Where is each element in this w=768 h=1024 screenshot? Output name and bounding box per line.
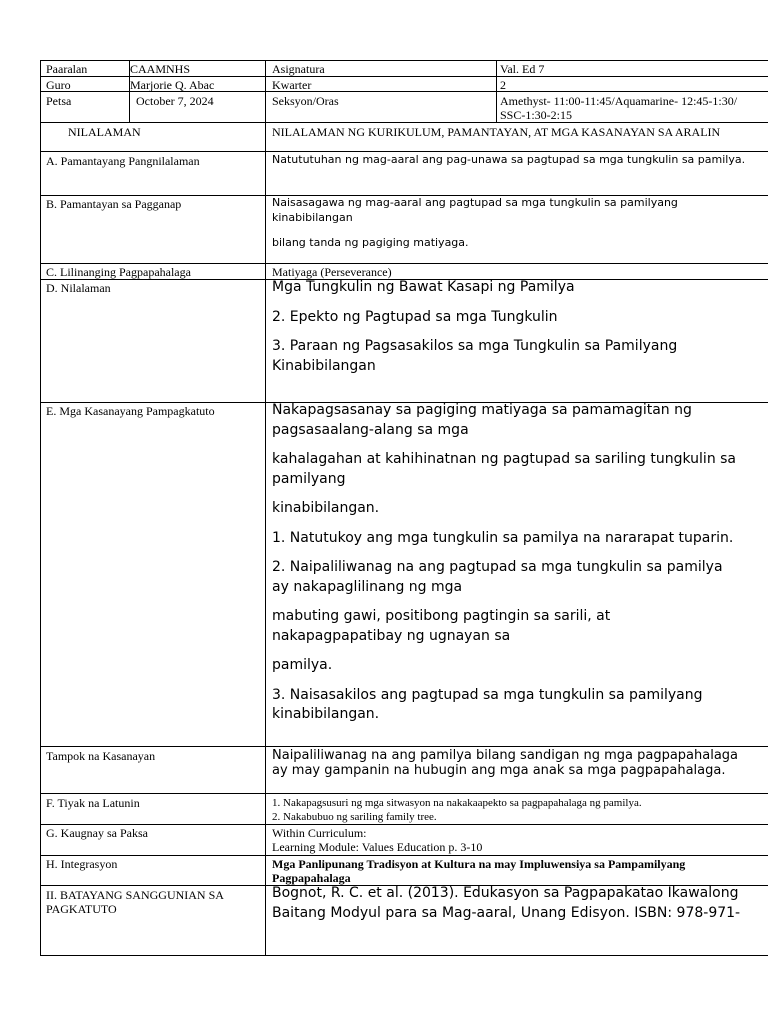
content-header-right: NILALAMAN NG KURIKULUM, PAMANTAYAN, AT MGA KASANAYAN SA ARALIN <box>272 125 721 139</box>
rule <box>40 793 768 794</box>
rule <box>40 122 768 123</box>
row-e-p2: kahalagahan at kahihinatnan ng pagtupad sa sariling tungkulin sa pamilyang <box>272 451 737 487</box>
row-a-label: A. Pamantayang Pangnilalaman <box>46 154 200 168</box>
subject-value: Val. Ed 7 <box>500 62 545 76</box>
section-value: Amethyst- 11:00-11:45/Aquamarine- 12:45-1:30/ SSC-1:30-2:15 <box>500 94 738 122</box>
row-f-content <box>272 796 762 824</box>
row-b-label: B. Pamantayan sa Pagganap <box>46 197 182 211</box>
row-e-p8: 3. Naisasakilos ang pagtupad sa mga tungkulin sa pamilyang kinabibilangan. <box>272 686 703 722</box>
rule <box>40 263 768 264</box>
rule <box>40 746 768 747</box>
quarter-value: 2 <box>500 78 506 92</box>
row-d-p2: 2. Epekto ng Pagtupad sa mga Tungkulin <box>272 308 558 325</box>
tampok-text: Naipaliliwanag na ang pamilya bilang sandigan ng mga pagpapahalaga ay may gampanin na hubugin ang mga anak sa mga pagpapahalaga. <box>272 748 739 778</box>
quarter-label: Kwarter <box>272 78 312 92</box>
rule <box>40 60 768 61</box>
row-h-label: H. Integrasyon <box>46 857 118 871</box>
school-label: Paaralan <box>46 62 88 76</box>
row-f-label: F. Tiyak na Latunin <box>46 796 140 810</box>
subject-label: Asignatura <box>272 62 325 76</box>
rule <box>40 76 768 77</box>
tampok-label: Tampok na Kasanayan <box>46 749 156 763</box>
row-d-content <box>272 278 742 376</box>
row-b-content <box>272 195 752 250</box>
rule <box>40 955 768 956</box>
teacher-label: Guro <box>46 78 71 92</box>
date-label: Petsa <box>46 94 72 108</box>
date-value: October 7, 2024 <box>136 94 214 108</box>
row-e-content <box>272 401 742 725</box>
row-e-p4: 1. Natutukoy ang mga tungkulin sa pamilya na nararapat tuparin. <box>272 529 734 546</box>
school-value: CAAMNHS <box>130 62 191 76</box>
rule <box>265 60 266 955</box>
row-ii-text: Bognot, R. C. et al. (2013). Edukasyon sa Pagpapakatao Ikawalong Baitang Modyul para sa Mag-aaral, Unang Edisyon. ISBN: 978-971- <box>272 885 741 921</box>
row-e-label: E. Mga Kasanayang Pampagkatuto <box>46 404 215 418</box>
row-f-p2: 2. Nakabubuo ng sariling family tree. <box>272 811 437 823</box>
row-f-p1: 1. Nakapagsusuri ng mga sitwasyon na nakakaapekto sa pagpapahalaga ng pamilya. <box>272 797 642 809</box>
teacher-value: Marjorie Q. Abac <box>130 78 215 92</box>
rule <box>40 60 41 955</box>
row-g-content <box>272 826 752 854</box>
row-e-p5: 2. Naipaliliwanag na ang pagtupad sa mga tungkulin sa pamilya ay nakapaglilinang ng mga <box>272 559 723 595</box>
row-e-p7: pamilya. <box>272 657 333 673</box>
row-d-p1: Mga Tungkulin ng Bawat Kasapi ng Pamilya <box>272 279 575 295</box>
row-c-label: C. Lilinanging Pagpapahalaga <box>46 265 191 279</box>
row-e-p1: Nakapagsasanay sa pagiging matiyaga sa pamamagitan ng pagsasaalang-alang sa mga <box>272 402 692 438</box>
row-b-p1: Naisasagawa ng mag-aaral ang pagtupad sa mga tungkulin sa pamilyang kinabibilangan <box>272 196 678 224</box>
content-header-left: NILALAMAN <box>68 125 141 139</box>
row-d-p3: 3. Paraan ng Pagsasakilos sa mga Tungkulin sa Pamilyang Kinabibilangan <box>272 338 678 374</box>
row-e-p3: kinabibilangan. <box>272 500 380 516</box>
rule <box>40 824 768 825</box>
row-g-p2: Learning Module: Values Education p. 3-10 <box>272 840 483 854</box>
row-a-text: Natututuhan ng mag-aaral ang pag-unawa sa pagtupad sa mga tungkulin sa pamilya. <box>272 153 746 166</box>
row-ii-label: II. BATAYANG SANGGUNIAN SA PAGKATUTO <box>46 888 224 916</box>
section-label: Seksyon/Oras <box>272 94 339 108</box>
row-g-p1: Within Curriculum: <box>272 826 367 840</box>
row-h-text: Mga Panlipunang Tradisyon at Kultura na may Impluwensiya sa Pampamilyang Pagpapahalaga <box>272 857 686 885</box>
row-b-p2: bilang tanda ng pagiging matiyaga. <box>272 236 469 249</box>
row-e-p6: mabuting gawi, positibong pagtingin sa sarili, at nakapagpapatibay ng ugnayan sa <box>272 608 611 644</box>
rule <box>40 855 768 856</box>
row-g-label: G. Kaugnay sa Paksa <box>46 826 148 840</box>
row-c-text: Matiyaga (Perseverance) <box>272 265 392 279</box>
rule <box>496 60 497 122</box>
row-d-label: D. Nilalaman <box>46 281 111 295</box>
